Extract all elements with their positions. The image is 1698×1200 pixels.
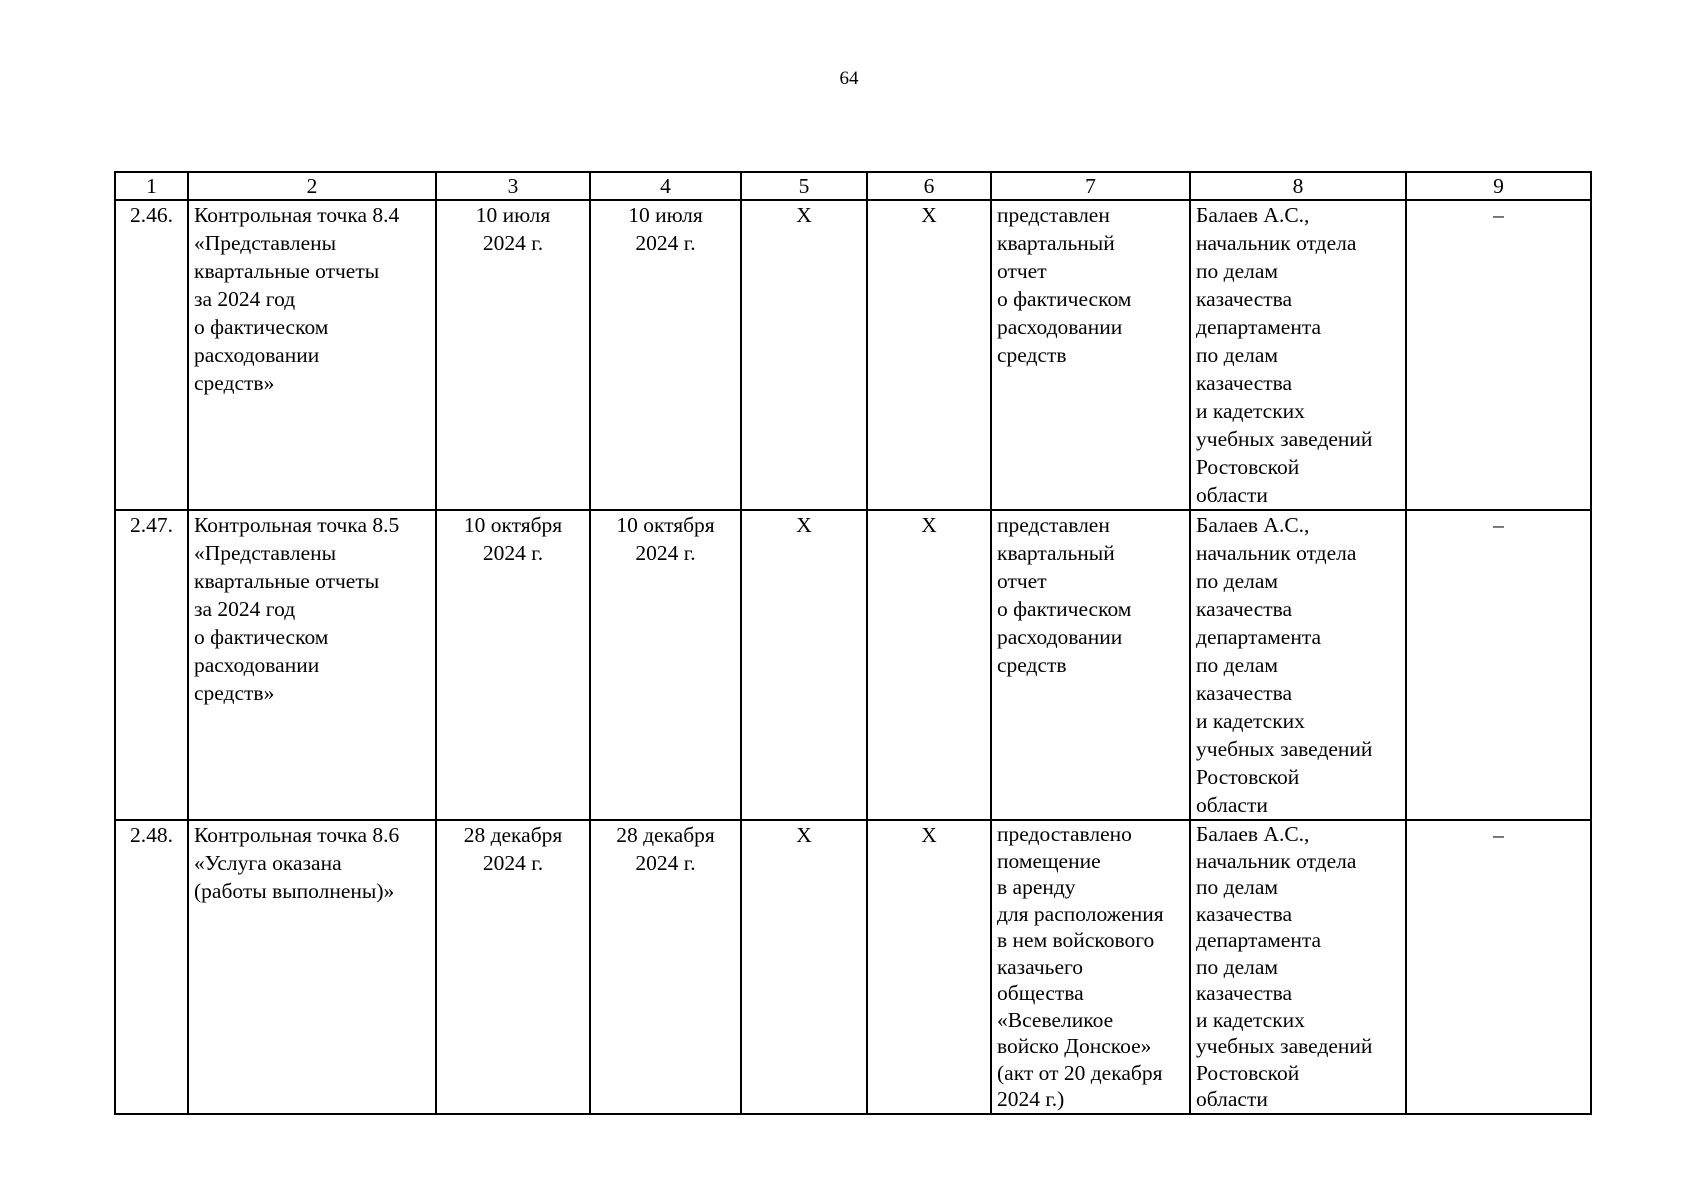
column-header: 2 — [188, 172, 436, 200]
planned-date: 10 октября 2024 г. — [436, 510, 590, 820]
page-number: 64 — [839, 68, 859, 89]
actual-date: 10 июля 2024 г. — [590, 200, 741, 510]
column-header: 4 — [590, 172, 741, 200]
column-header: 6 — [867, 172, 991, 200]
column-5-cell: Х — [741, 510, 867, 820]
responsible-cell: Балаев А.С., начальник отдела по делам казачества департамента по делам казачества и кадетских учебных заведений Ростовской области — [1190, 510, 1406, 820]
table-row — [115, 510, 1591, 820]
responsible-cell: Балаев А.С., начальник отдела по делам казачества департамента по делам казачества и кадетских учебных заведений Ростовской области — [1190, 200, 1406, 510]
row-number: 2.47. — [115, 510, 188, 820]
control-point-title: Контрольная точка 8.4 «Представлены квартальные отчеты за 2024 год о фактическом расходовании средств» — [188, 200, 436, 510]
column-header: 8 — [1190, 172, 1406, 200]
column-header: 3 — [436, 172, 590, 200]
table-header-row — [115, 172, 1591, 200]
table-row — [115, 820, 1591, 1114]
note-cell: – — [1406, 820, 1591, 1114]
table-row — [115, 200, 1591, 510]
column-5-cell: Х — [741, 820, 867, 1114]
result-cell: представлен квартальный отчет о фактическом расходовании средств — [991, 510, 1190, 820]
column-5-cell: Х — [741, 200, 867, 510]
column-6-cell: Х — [867, 820, 991, 1114]
result-cell: предоставлено помещение в аренду для расположения в нем войскового казачьего общества «Всевеликое войско Донское» (акт от 20 декабря 2024 г.) — [991, 820, 1190, 1114]
column-header: 7 — [991, 172, 1190, 200]
control-point-title: Контрольная точка 8.5 «Представлены квартальные отчеты за 2024 год о фактическом расходовании средств» — [188, 510, 436, 820]
row-number: 2.48. — [115, 820, 188, 1114]
control-points-table — [114, 171, 1592, 1115]
control-point-title: Контрольная точка 8.6 «Услуга оказана (работы выполнены)» — [188, 820, 436, 1114]
column-header: 1 — [115, 172, 188, 200]
column-header: 5 — [741, 172, 867, 200]
actual-date: 28 декабря 2024 г. — [590, 820, 741, 1114]
row-number: 2.46. — [115, 200, 188, 510]
column-6-cell: Х — [867, 200, 991, 510]
column-6-cell: Х — [867, 510, 991, 820]
planned-date: 28 декабря 2024 г. — [436, 820, 590, 1114]
responsible-cell: Балаев А.С., начальник отдела по делам казачества департамента по делам казачества и кадетских учебных заведений Ростовской области — [1190, 820, 1406, 1114]
result-cell: представлен квартальный отчет о фактическом расходовании средств — [991, 200, 1190, 510]
actual-date: 10 октября 2024 г. — [590, 510, 741, 820]
column-header: 9 — [1406, 172, 1591, 200]
planned-date: 10 июля 2024 г. — [436, 200, 590, 510]
note-cell: – — [1406, 200, 1591, 510]
note-cell: – — [1406, 510, 1591, 820]
